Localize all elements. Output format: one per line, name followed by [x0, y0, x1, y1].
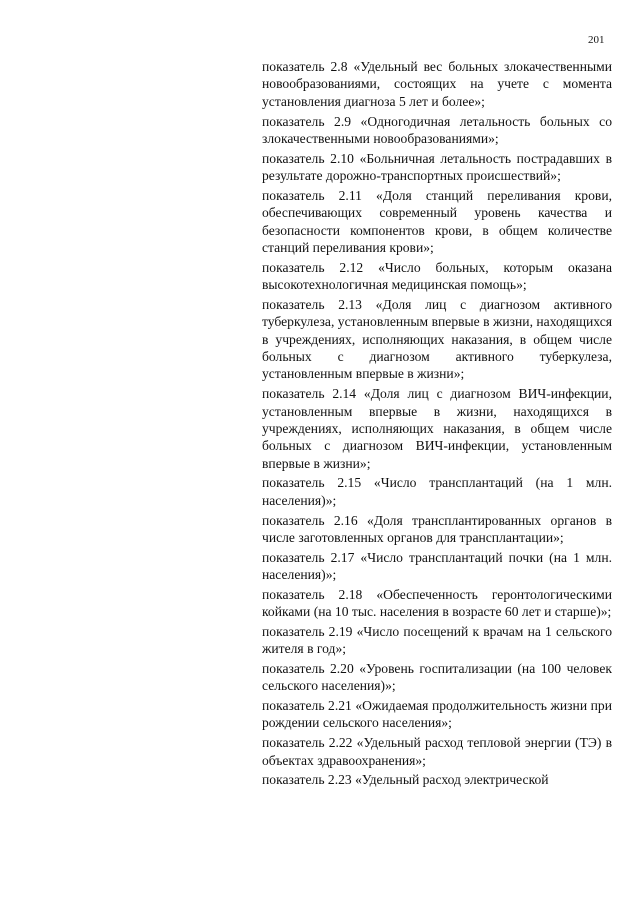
list-item: показатель 2.15 «Число трансплантаций (на 1 млн. населения)»;: [262, 475, 612, 508]
list-item: показатель 2.8 «Удельный вес больных злокачественными новообразованиями, состоящих на учете с момента установления диагноза 5 лет и более»;: [262, 59, 612, 109]
list-item: показатель 2.12 «Число больных, которым оказана высокотехнологичная медицинская помощь»;: [262, 259, 612, 293]
list-item: показатель 2.14 «Доля лиц с диагнозом ВИЧ-инфекции, установленным впервые в жизни, находящихся в учреждениях, исполняющих наказания, в общем числе больных с диагнозом ВИЧ-инфекции, установленным впервые в жизни»;: [262, 386, 612, 471]
list-item: показатель 2.23 «Удельный расход электрической: [262, 772, 549, 788]
indicator-list: [262, 58, 612, 789]
list-item: показатель 2.18 «Обеспеченность геронтологическими койками (на 10 тыс. населения в возрасте 60 лет и старше)»;: [262, 586, 612, 620]
list-item: показатель 2.20 «Уровень госпитализации (на 100 человек сельского населения)»;: [262, 660, 612, 694]
list-item: показатель 2.21 «Ожидаемая продолжительность жизни при рождении сельского населения»;: [262, 698, 612, 731]
list-item: показатель 2.22 «Удельный расход тепловой энергии (ТЭ) в объектах здравоохранения»;: [262, 735, 612, 768]
page-number: 201: [588, 34, 605, 46]
list-item: показатель 2.13 «Доля лиц с диагнозом активного туберкулеза, установленным впервые в жизни, находящихся в учреждениях, исполняющих наказания, в общем числе больных с диагнозом активного туберкулеза, установленным впервые в жизни»;: [262, 296, 612, 382]
list-item: показатель 2.17 «Число трансплантаций почки (на 1 млн. населения)»;: [262, 549, 612, 583]
list-item: показатель 2.10 «Больничная летальность пострадавших в результате дорожно-транспортных происшествий»;: [262, 150, 612, 184]
list-item: показатель 2.11 «Доля станций переливания крови, обеспечивающих современный уровень качества и безопасности компонентов крови, в общем количестве станций переливания крови»;: [262, 187, 612, 255]
list-item: показатель 2.16 «Доля трансплантированных органов в числе заготовленных органов для трансплантации»;: [262, 512, 612, 545]
list-item: показатель 2.9 «Одногодичная летальность больных со злокачественными новообразованиями»;: [262, 113, 612, 146]
list-item: показатель 2.19 «Число посещений к врачам на 1 сельского жителя в год»;: [262, 623, 612, 657]
